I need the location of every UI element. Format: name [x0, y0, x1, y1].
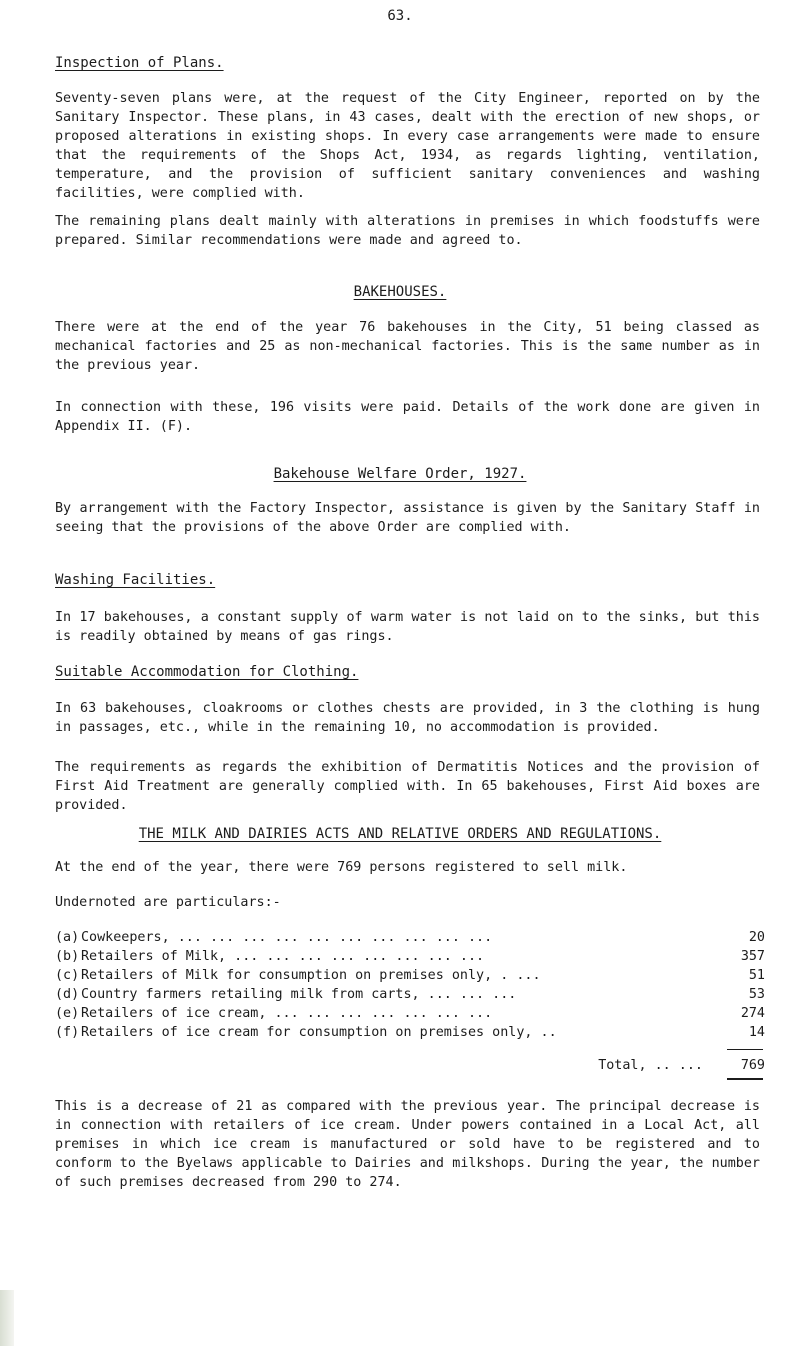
list-item-marker: (f): [55, 1025, 80, 1040]
total-label: Total, .. ...: [598, 1058, 703, 1073]
particulars-list: [55, 928, 765, 1042]
total-rule-top: [727, 1049, 763, 1050]
paragraph-washing-1: In 17 bakehouses, a constant supply of warm water is not laid on to the sinks, but this is readily obtained by means of gas rings.: [55, 610, 760, 644]
list-item-label: Retailers of Milk, ... ... ... ... ... ... ... ...: [81, 949, 485, 964]
list-item: [55, 1004, 765, 1023]
list-item: [55, 1023, 765, 1042]
paragraph-welfare-1: By arrangement with the Factory Inspector, assistance is given by the Sanitary Staff in seeing that the provisions of the above Order are complied with.: [55, 501, 760, 535]
list-item-marker: (b): [55, 949, 80, 964]
list-item: [55, 928, 765, 947]
list-item: [55, 947, 765, 966]
paragraph-clothing-2: The requirements as regards the exhibition of Dermatitis Notices and the provision of First Aid Treatment are generally complied with. In 65 bakehouses, First Aid boxes are provided.: [55, 760, 760, 813]
list-item-label: Retailers of ice cream for consumption on premises only, ..: [81, 1025, 557, 1040]
heading-welfare-order: Bakehouse Welfare Order, 1927.: [273, 466, 527, 482]
list-item-label: Country farmers retailing milk from carts, ... ... ...: [81, 987, 517, 1002]
list-item: [55, 966, 765, 985]
paragraph-milk-3: This is a decrease of 21 as compared with the previous year. The principal decrease is in connection with retailers of ice cream. Under powers contained in a Local Act, all premises in which ice cream is manufactured or sold have to be registered and to conform to the Byelaws applicable to Dairies and milkshops. During the year, the number of such premises decreased from 290 to 274.: [55, 1099, 760, 1190]
list-item-label: Cowkeepers, ... ... ... ... ... ... ... ... ... ...: [81, 930, 493, 945]
heading-bakehouses: BAKEHOUSES.: [353, 284, 447, 300]
paragraph-bakehouses-1: There were at the end of the year 76 bakehouses in the City, 51 being classed as mechanical factories and 25 as non-mechanical factories. This is the same number as in the previous year.: [55, 320, 760, 373]
page-edge-shadow: [0, 1290, 14, 1346]
total-row: [55, 1056, 765, 1075]
heading-milk-dairies: THE MILK AND DAIRIES ACTS AND RELATIVE ORDERS AND REGULATIONS.: [138, 826, 662, 842]
paragraph-inspection-2: The remaining plans dealt mainly with alterations in premises in which foodstuffs were prepared. Similar recommendations were made and agreed to.: [55, 214, 760, 248]
page-number: 63.: [387, 8, 413, 24]
list-item-marker: (e): [55, 1006, 80, 1021]
total-rule-bottom: [727, 1078, 763, 1080]
paragraph-milk-2: Undernoted are particulars:-: [55, 895, 281, 910]
list-item-marker: (c): [55, 968, 80, 983]
list-item-value: 51: [748, 968, 765, 983]
paragraph-inspection-1: Seventy-seven plans were, at the request of the City Engineer, reported on by the Sanitary Inspector. These plans, in 43 cases, dealt with the erection of new shops, or proposed alterations in existing shops. In every case arrangements were made to ensure that the requirements of the Shops Act, 1934, as regards lighting, ventilation, temperature, and the provision of sufficient sanitary conveniences and washing facilities, were complied with.: [55, 91, 760, 201]
list-item-value: 357: [740, 949, 765, 964]
list-item-label: Retailers of Milk for consumption on premises only, . ...: [81, 968, 541, 983]
list-item-value: 20: [748, 930, 765, 945]
heading-clothing-accommodation: Suitable Accommodation for Clothing.: [55, 664, 359, 680]
list-item-value: 14: [748, 1025, 765, 1040]
total-value: 769: [740, 1058, 765, 1073]
list-item: [55, 985, 765, 1004]
list-item-value: 274: [740, 1006, 765, 1021]
list-item-value: 53: [748, 987, 765, 1002]
list-item-marker: (d): [55, 987, 80, 1002]
heading-washing-facilities: Washing Facilities.: [55, 572, 216, 588]
paragraph-milk-1: At the end of the year, there were 769 persons registered to sell milk.: [55, 860, 628, 875]
list-item-marker: (a): [55, 930, 80, 945]
heading-inspection-of-plans: Inspection of Plans.: [55, 55, 224, 71]
paragraph-clothing-1: In 63 bakehouses, cloakrooms or clothes chests are provided, in 3 the clothing is hung in passages, etc., while in the remaining 10, no accommodation is provided.: [55, 701, 760, 735]
paragraph-bakehouses-2: In connection with these, 196 visits were paid. Details of the work done are given in Appendix II. (F).: [55, 400, 760, 434]
list-item-label: Retailers of ice cream, ... ... ... ... ... ... ...: [81, 1006, 493, 1021]
